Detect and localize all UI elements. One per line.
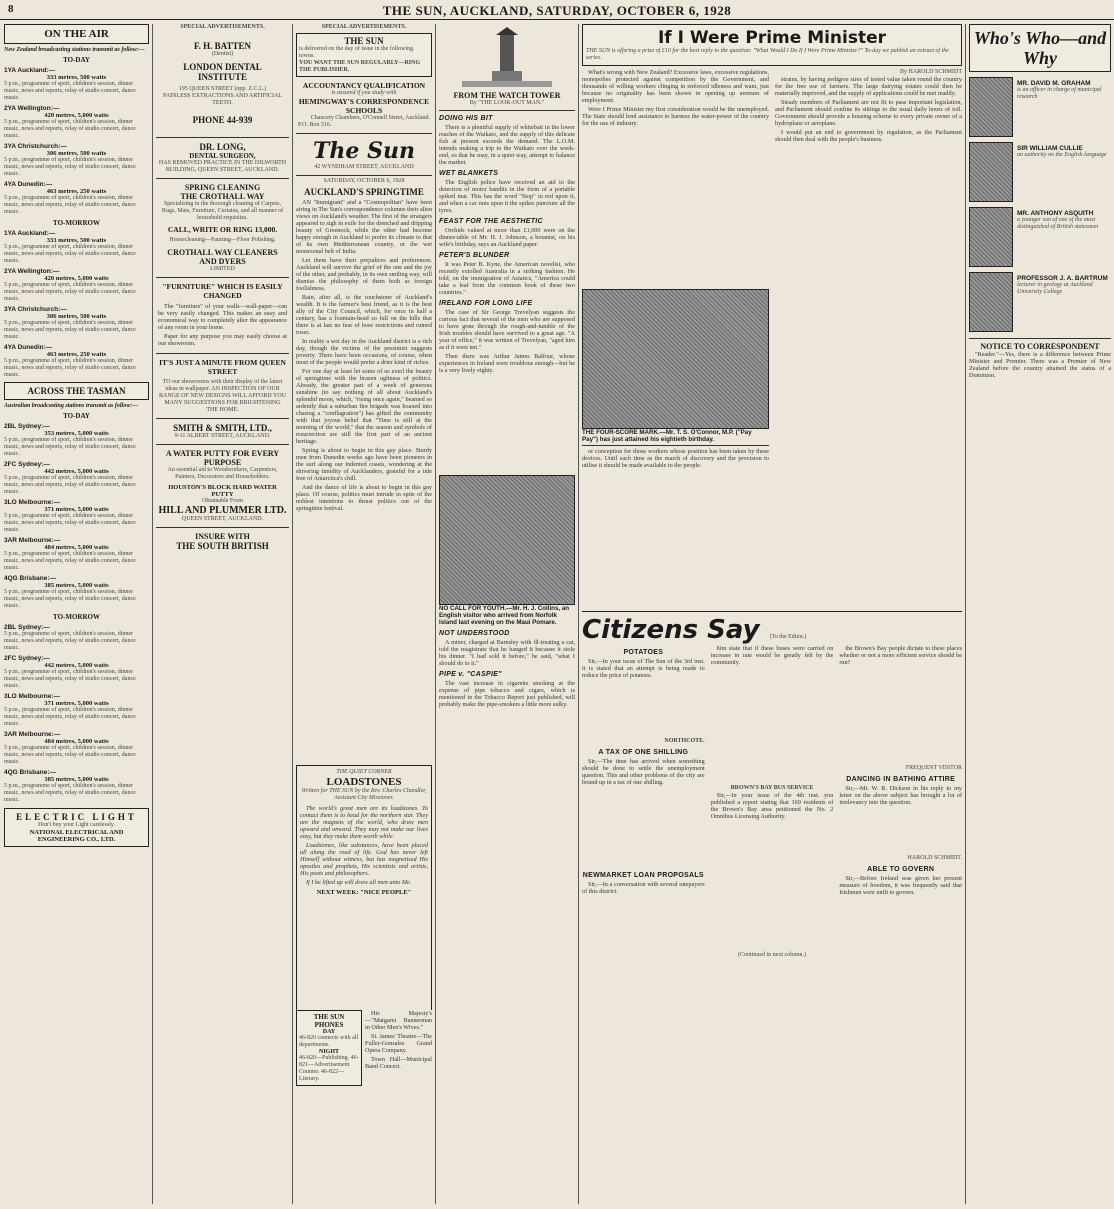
station-name: 2BL Sydney:— bbox=[4, 624, 50, 631]
station-name: 2FC Sydney:— bbox=[4, 461, 50, 468]
station-spec: 484 metres, 5,000 watts bbox=[44, 544, 109, 551]
batten-ad: F. H. BATTEN (Dentist) LONDON DENTAL INSTITUTE 195 QUEEN STREET (opp. Z.C.L.) PAINLESS EXTRACTIONS AND ARTIFICIAL TEETH. PHONE 44-939 bbox=[156, 31, 289, 138]
portrait-photo bbox=[969, 207, 1013, 267]
radio-intro: New Zealand broadcasting stations transmit as follow:— bbox=[4, 47, 145, 53]
whos-who-title: Who's Who—and Why bbox=[973, 28, 1107, 68]
col-prime-minister: If I Were Prime Minister THE SUN is offering a prize of £10 for the best reply to the question: "What Would I Do If I Were Prime Minister?" To-day we publish an extract of the series. What's wrong with New Zealand? Excessive laws, excessive regulations, monopolies protected against competition by the Government, and thousands of willing workers clinging in enforced idleness and want, just because no originality has been shown in opening up avenues of employment. Were I Prime Minister my first consideration would be the unemployed. The State should lend assistance to harness the water-power of the country for the use of industry. THE FOUR-SCORE MARK.—Mr. T. S. O'Connor, M.P. ("Pay Pay") has just attained his eightieth birthday. or conception for those workers whose position has been taken by these devices. Until such time as the march of discovery and the provision to utilise it should be made available to the people. By HAROLD SCHMIDT strains, by having pedigree sires of tested value taken round the country for the free use of farmers. The large dairying estates could then be materially improved, and the supply of applications could be met readily. Steady members of Parliament are not fit to pass important legislation, and Parliament should confine its sittings to the usual daily hours of toil. Government should provide a housing scheme to every private owner of a hydroplane or aeroplane. I would put an end to government by regulation, as the Parliament should then deal with the people's business. Citizens Say (To the Editor.) POTATOES Sir,—In your issue of The Sun of the 3rd inst. it is stated that an attempt is being made to reduce the price of potatoes. NORTHCOTE. A TAX OF ONE SHILLING Sir,—The time has arrived when something should be done to settle the unemployment question. This and other problems of the city are bound up in a tax of one shilling. NEWMARKET LOAN PROPOSALS Sir,—In a conversation with several ratepayers of this district. him state that if these buses were carried on increase in rate would be greatly felt by the community. BROWN'S BAY BUS SERVICE Sir,—In your issue of the 4th inst. you published a report stating that 160 residents of the Brown's Bay area petitioned the No. 2 Omnibus Licensing Authority. (Continued in next column.) the Brown's Bay people dictate to these places whether or not a more efficient service should be run? FREQUENT VISITOR DANCING IN BATHING ATTIRE Sir,—Mr. W. R. Dickson in his reply to my letter on the above subject has brought a lot of irrelevancy into the question. HAROLD SCHMIDT. ABLE TO GOVERN Sir,—Before Ireland was given her present measure of freedom, it was frequently said that Irishmen were unfit to govern. bbox=[582, 24, 962, 1204]
station-name: 4QG Brisbane:— bbox=[4, 769, 57, 776]
station-name: 1YA Auckland:— bbox=[4, 67, 56, 74]
on-the-air-heading: ON THE AIR bbox=[4, 24, 149, 44]
col-whos-who: Who's Who—and Why MR. DAVID M. GRAHAM is an officer in charge of municipal research SIR WILLIAM CULLIE an authority on the English language MR. ANTHONY ASQUITH a younger son of one of the most distinguished of British statesmen PROFESSOR J. A. BARTRUM lecturer in geology at Auckland University College NOTICE TO CORRESPONDENT "Reader."—Yes, there is a difference between Prime Minister and Premier. There was a Premier of New Zealand before the country attained the status of a Dominion. bbox=[969, 24, 1111, 1204]
station-name: 3AR Melbourne:— bbox=[4, 537, 61, 544]
station-spec: 333 metres, 500 watts bbox=[46, 74, 107, 81]
station-spec: 463 metres, 250 watts bbox=[46, 351, 107, 358]
whos-who-entry bbox=[969, 142, 1111, 202]
page-number: 8 bbox=[8, 3, 14, 15]
station-spec: 385 metres, 5,000 watts bbox=[44, 776, 109, 783]
station-name: 1YA Auckland:— bbox=[4, 230, 56, 237]
person-name: MR. ANTHONY ASQUITH bbox=[1017, 210, 1094, 217]
today-label: TO-DAY bbox=[63, 56, 90, 64]
station-name: 3YA Christchurch:— bbox=[4, 143, 67, 150]
station-block: 3LO Melbourne:— 371 metres, 5,000 watts 5 p.m., programme of sport, children's session, dinner music, news and reports, relay of studio concert, dance music. bbox=[4, 693, 149, 728]
station-spec: 385 metres, 5,000 watts bbox=[44, 582, 109, 589]
citizens-say-header: Citizens Say (To the Editor.) bbox=[582, 611, 962, 645]
long-ad: DR. LONG, DENTAL SURGEON, HAS REMOVED PRACTICE IN THE DILWORTH BUILDING, QUEEN STREET, AUCKLAND. bbox=[156, 138, 289, 179]
station-block: 3AR Melbourne:— 484 metres, 5,000 watts 5 p.m., programme of sport, children's session, dinner music, news and reports, relay of studio concert, dance music. bbox=[4, 537, 149, 572]
person-desc: lecturer in geology at Auckland University College bbox=[1017, 282, 1093, 295]
col-editorial: SPECIAL ADVERTISEMENTS. THE SUN is delivered on the day of issue in the following towns. YOU WANT THE SUN REGULARLY—RING THE PUBLISHER. ACCOUNTANCY QUALIFICATION is assured if you study with HEMINGWAY'S CORRESPONDENCE SCHOOLS Chancery Chambers, O'Connell Street, Auckland. P.O. Box 516. The Sun 42 WYNDHAM STREET, AUCKLAND SATURDAY, OCTOBER 6, 1928 AUCKLAND'S SPRINGTIME AN "Immigrant" and a "Cosmopolitan" have been airing in The Sun's correspondence columns their alien views on Auckland's weather. The first of the strangers appeared to sigh in exile for the drenched and dripping beauty of Greenock, while the other had become happy enough in Auckland to prefer its climate to that of its own Mediterranean country, or the wet monsoonal belt of India. Let them have their prejudices and preferences. Auckland will survive the grief of the one and the joy of the other, and probably, in its own smiling way, will dismiss the philosophy of them both as foreign foolishness. Rain, after all, is the touchstone of Auckland's wealth. It is the farmer's best friend, as it is the best ally of the City Council, which, for once in half a century, has a fountain-head so full on the hills that there is at last no fear of hose restrictions and ruined roses. In reality a wet day in the Auckland district is a rich day, though the victims of the pessimist suggests poverty. There have been occasions, of course, when most of the people would prefer a drier kind of riches. For one day at least let some of us extol the beauty of springtime with the brazen ugliness of politics. Already, the greater part of a week of generous sunshine (to say nothing of all about Auckland's splendid moon, which, "rising once again," beamed so ardently that a suburban fire brigade was hoaxed into chasing a "conflagration") has gifted the community with that joyous belief that "Time is still at the morning of the world," that the season and symbols of resurrection are still the first part of an ancient heritage. Spring is about to begin in this gay place. Sturdy men from Dunedin weeks ago have been pioneers in the surf along our indented coasts, wondering at the shivering timidity of Aucklanders, grateful for a tide free of Antarctica's chill. And the dance of life is about to begin in this gay place. Of course, politics must intrude in spite of the noblest intentions to thrust politics out of the springtime festival. THE QUIET CORNER LOADSTONES Written for THE SUN by the Rev. Charles Chandler, Assistant City Missioner. The world's great men are its loadstones. To contact them is to head for the northern star. They are the magnets of the world, who draw men upward and onward. They may not make our lives easy, but they make them worth while. Loadstones, like substances, have been placed all along the road of life. God has never left Himself without witness, but has magnetised His apostles and prophets, His scientists and artists, His poets and philosophers. If I be lifted up will draw all men unto Me. NEXT WEEK: "NICE PEOPLE" bbox=[296, 24, 432, 1204]
masthead-title: THE SUN, AUCKLAND, SATURDAY, OCTOBER 6, 1928 bbox=[382, 3, 732, 18]
station-spec: 420 metres, 5,000 watts bbox=[44, 275, 109, 282]
station-block: 3AR Melbourne:— 484 metres, 5,000 watts 5 p.m., programme of sport, children's session, dinner music, news and reports, relay of studio concert, dance music. bbox=[4, 731, 149, 766]
leader-title: AUCKLAND'S SPRINGTIME bbox=[304, 187, 424, 197]
station-spec: 371 metres, 5,000 watts bbox=[44, 700, 109, 707]
watch-tower-banner: FROM THE WATCH TOWER By "THE LOOK-OUT MAN." bbox=[439, 24, 575, 111]
person-name: MR. DAVID M. GRAHAM bbox=[1017, 80, 1091, 87]
tasman-heading: ACROSS THE TASMAN bbox=[4, 382, 149, 400]
station-block: 1YA Auckland:— 333 metres, 500 watts 5 p.m., programme of sport, children's session, dinner music, news and reports, relay of studio concert, dance music. bbox=[4, 230, 149, 265]
sun-delivery-box: THE SUN is delivered on the day of issue in the following towns. YOU WANT THE SUN REGULARLY—RING THE PUBLISHER. bbox=[296, 33, 432, 77]
col-watch-tower: FROM THE WATCH TOWER By "THE LOOK-OUT MAN." DOING HIS BIT There is a plentiful supply of whitebait in the lower reaches of the Waikato, and the supply of this delicate fish at present exceeds the demand. The L.O.M. intends making a trip to the Waikato over the week-end, so that he may, in a quiet way, attempt to balance the market. WET BLANKETS The English police have received an aid to the detection of motor bandits in the form of a portable spiked mat. This has the word "Stop" in red upon it, and when a car runs upon it the spikes puncture all the tyres. FEAST FOR THE AESTHETIC Orchids valued at more than £1,000 were on the dinner-table of Mr. H. J. Johnson, a botanist, on his wife's birthday, says an Auckland paper. PETER'S BLUNDER It was Peter B. Kyne, the American novelist, who recently extolled Australia in a striking fashion. He told, on the immigration of Asiatics, "America could take a leaf from the common book of these two countries." IRELAND FOR LONG LIFE The case of Sir George Trevelyan suggests the curious fact that several of the men who are supposed to have gone through the rough-and-tumble of the Irish troubles should have survived to a great age. "A year of office," it was written of Trevelyan, "aged him as if it were ten." Then there was Arthur James Balfour, whose experiences in Ireland were troublous enough—but he is a very lively eighty. NO CALL FOR YOUTH.—Mr. H. J. Collins, an English visitor who arrived from Norfolk Island last evening on the Maui Pomare. NOT UNDERSTOOD A miner, charged at Barnsley with ill-treating a cat, told the magistrate that he hanged it because it stole his dinner. "I had sold it before," he said, "what I should do to it." PIPE v. "CASPIE" The vast increase in cigarette smoking at the expense of pipe tobacco and cigars, which is mentioned in the Tobacco Report just published, will probably make the pipe-smokers a little more sulky. bbox=[439, 24, 575, 1204]
whos-who-entry bbox=[969, 272, 1111, 332]
smith-ad: SMITH & SMITH, LTD., 9-11 ALBERT STREET, AUCKLAND. bbox=[156, 419, 289, 445]
station-spec: 420 metres, 5,000 watts bbox=[44, 112, 109, 119]
masthead bbox=[0, 0, 1114, 20]
person-desc: an authority on the English language bbox=[1017, 152, 1107, 158]
station-block: 4YA Dunedin:— 463 metres, 250 watts 5 p.m., programme of sport, children's session, dinner music, news and reports, relay of studio concert, dance music. bbox=[4, 344, 149, 379]
person-name: SIR WILLIAM CULLIE bbox=[1017, 145, 1083, 152]
col2-label: SPECIAL ADVERTISEMENTS. bbox=[180, 24, 265, 30]
electric-ad: ELECTRIC LIGHT Don't buy your Light carelessly. NATIONAL ELECTRICAL AND ENGINEERING CO., LTD. bbox=[4, 808, 149, 847]
col-ads bbox=[156, 24, 289, 1204]
station-name: 2YA Wellington:— bbox=[4, 105, 60, 112]
station-spec: 306 metres, 500 watts bbox=[46, 150, 107, 157]
batten-phone: PHONE 44-939 bbox=[192, 115, 253, 125]
sun-logo-block: The Sun 42 WYNDHAM STREET, AUCKLAND bbox=[296, 134, 432, 176]
station-name: 3AR Melbourne:— bbox=[4, 731, 61, 738]
citizens-say-title: Citizens Say bbox=[582, 615, 760, 645]
notice-heading: NOTICE TO CORRESPONDENT bbox=[969, 338, 1111, 351]
station-block: 3YA Christchurch:— 306 metres, 500 watts 5 p.m., programme of sport, children's session, dinner music, news and reports, relay of studio concert, dance music. bbox=[4, 306, 149, 341]
station-spec: 442 metres, 5,000 watts bbox=[44, 468, 109, 475]
station-name: 4YA Dunedin:— bbox=[4, 181, 53, 188]
station-block: 2BL Sydney:— 353 metres, 5,000 watts 5 p.m., programme of sport, children's session, dinner music, news and reports, relay of studio concert, dance music. bbox=[4, 423, 149, 458]
portrait-photo bbox=[969, 272, 1013, 332]
station-spec: 306 metres, 500 watts bbox=[46, 313, 107, 320]
station-name: 2YA Wellington:— bbox=[4, 268, 60, 275]
whos-who-entry bbox=[969, 207, 1111, 267]
insure-ad: INSURE WITH THE SOUTH BRITISH bbox=[176, 532, 269, 551]
station-spec: 463 metres, 250 watts bbox=[46, 188, 107, 195]
person-desc: a younger son of one of the most distinguished of British statesmen bbox=[1017, 217, 1099, 230]
prime-minister-title: If I Were Prime Minister bbox=[657, 28, 887, 48]
portrait-photo bbox=[969, 142, 1013, 202]
station-block: 3YA Christchurch:— 306 metres, 500 watts 5 p.m., programme of sport, children's session, dinner music, news and reports, relay of studio concert, dance music. bbox=[4, 143, 149, 178]
station-block: 2YA Wellington:— 420 metres, 5,000 watts 5 p.m., programme of sport, children's session, dinner music, news and reports, relay of studio concert, dance music. bbox=[4, 105, 149, 140]
station-name: 3LO Melbourne:— bbox=[4, 499, 60, 506]
station-block: 2BL Sydney:— 5 p.m., programme of sport, children's session, dinner music, news and reports, relay of studio concert, dance music. bbox=[4, 624, 149, 652]
person-desc: is an officer in charge of municipal research bbox=[1017, 87, 1102, 100]
whos-who-header bbox=[969, 24, 1111, 72]
tomorrow-label: TO-MORROW bbox=[53, 219, 100, 227]
loadstones-title: LOADSTONES bbox=[326, 776, 402, 788]
furniture-ad: "FURNITURE" WHICH IS EASILY CHANGED The "furniture" of your walls—wall-paper—can be very easily changed. This makes an easy and economical way to completely alter the appearance of any room in your home. Paper for any purpose you may easily choose at our showroom. bbox=[156, 278, 289, 354]
station-name: 4YA Dunedin:— bbox=[4, 344, 53, 351]
accountancy-ad: ACCOUNTANCY QUALIFICATION is assured if you study with HEMINGWAY'S CORRESPONDENCE SCHOOLS Chancery Chambers, O'Connell Street, Auckland. P.O. Box 516. bbox=[296, 77, 432, 134]
portrait-photo bbox=[969, 77, 1013, 137]
prime-minister-header: If I Were Prime Minister THE SUN is offering a prize of £10 for the best reply to the question: "What Would I Do If I Were Prime Minister?" To-day we publish an extract of the series. bbox=[582, 24, 962, 66]
tasman-intro: Australian broadcasting stations transmit as follow:— bbox=[4, 403, 139, 409]
youth-photo bbox=[439, 475, 575, 605]
putty-ad: A WATER PUTTY FOR EVERY PURPOSE An essential aid to Woodworkers, Carpenters, Painters, Decorators and Householders. HOUSTON'S BLOCK HARD WATER PUTTY Obtainable From HILL AND PLUMMER LTD. QUEEN STREET, AUCKLAND. bbox=[156, 445, 289, 528]
station-block: 1YA Auckland:— 333 metres, 500 watts 5 p.m., programme of sport, children's session, dinner music, news and reports, relay of studio concert, dance music. bbox=[4, 67, 149, 102]
station-block: 4YA Dunedin:— 463 metres, 250 watts 5 p.m., programme of sport, children's session, dinner music, news and reports, relay of studio concert, dance music. bbox=[4, 181, 149, 216]
col-phones: THE SUN PHONES DAY 46-820 connects with all departments. NIGHT 46-820—Publishing. 46-821—Advertisement Counter. 46-822—Literary. His Majesty's—"Margaret Bannerman in Other Men's Wives." St. James' Theatre—The Fuller-Gonsales Grand Opera Company. Town Hall—Municipal Band Concert. bbox=[296, 1010, 432, 1200]
station-block: 2FC Sydney:— 442 metres, 5,000 watts 5 p.m., programme of sport, children's session, dinner music, news and reports, relay of studio concert, dance music. bbox=[4, 461, 149, 496]
sun-phones-box: THE SUN PHONES DAY 46-820 connects with all departments. NIGHT 46-820—Publishing. 46-821—Advertisement Counter. 46-822—Literary. bbox=[296, 1010, 362, 1086]
oconnor-photo bbox=[582, 289, 769, 429]
queen-st-ad: IT'S JUST A MINUTE FROM QUEEN STREET TO our showrooms with their display of the latest ideas in wallpaper. AN INSPECTION OF OUR RANGE OF NEW DESIGNS WILL AFFORD YOU MANY SUGGESTIONS FOR BRIGHTENING THE HOME. bbox=[156, 354, 289, 419]
station-spec: 333 metres, 500 watts bbox=[46, 237, 107, 244]
electric-ad-title: ELECTRIC LIGHT bbox=[16, 812, 137, 822]
station-block: 2FC Sydney:— 442 metres, 5,000 watts 5 p.m., programme of sport, children's session, dinner music, news and reports, relay of studio concert, dance music. bbox=[4, 655, 149, 690]
crothall-ad: SPRING CLEANING THE CROTHALL WAY Specialising in the thorough cleaning of Carpets, Rugs, Mats, Furniture, Curtains, and all manner of household requisites. CALL, WRITE OR RING 13,000. Housecleaning—Painting—Floor Polishing. CROTHALL WAY CLEANERS AND DYERS LIMITED bbox=[156, 179, 289, 278]
station-name: 2BL Sydney:— bbox=[4, 423, 50, 430]
youth-caption: NO CALL FOR YOUTH.—Mr. H. J. Collins, an English visitor who arrived from Norfolk Island last evening on the Maui Pomare. bbox=[439, 605, 570, 626]
station-name: 4QG Brisbane:— bbox=[4, 575, 57, 582]
watch-tower-icon bbox=[462, 27, 552, 87]
col-on-the-air: ON THE AIR New Zealand broadcasting stations transmit as follow:— TO-DAY 1YA Auckland:— 333 metres, 500 watts 5 p.m., programme of sport, children's session, dinner music, news and reports, relay of studio concert, dance music. 2YA Wellington:— 420 metres, 5,000 watts 5 p.m., programme of sport, children's session, dinner music, news and reports, relay of studio concert, dance music. 3YA Christchurch:— 306 metres, 500 watts 5 p.m., programme of sport, children's session, dinner music, news and reports, relay of studio concert, dance music. 4YA Dunedin:— 463 metres, 250 watts 5 p.m., programme of sport, children's session, dinner music, news and reports, relay of studio concert, dance music. TO-MORROW 1YA Auckland:— 333 metres, 500 watts 5 p.m., programme of sport, children's session, dinner music, news and reports, relay of studio concert, dance music. 2YA Wellington:— 420 metres, 5,000 watts 5 p.m., programme of sport, children's session, dinner music, news and reports, relay of studio concert, dance music. 3YA Christchurch:— 306 metres, 500 watts 5 p.m., programme of sport, children's session, dinner music, news and reports, relay of studio concert, dance music. 4YA Dunedin:— 463 metres, 250 watts 5 p.m., programme of sport, children's session, dinner music, news and reports, relay of studio concert, dance music. ACROSS THE TASMAN Australian broadcasting stations transmit as follow:— TO-DAY 2BL Sydney:— 353 metres, 5,000 watts 5 p.m., programme of sport, children's session, dinner music, news and reports, relay of studio concert, dance music. 2FC Sydney:— 442 metres, 5,000 watts 5 p.m., programme of sport, children's session, dinner music, news and reports, relay of studio concert, dance music. 3LO Melbourne:— 371 metres, 5,000 watts 5 p.m., programme of sport, children's session, dinner music, news and reports, relay of studio concert, dance music. 3AR Melbourne:— 484 metres, 5,000 watts 5 p.m., programme of sport, children's session, dinner music, news and reports, relay of studio concert, dance music. 4QG Brisbane:— 385 metres, 5,000 watts 5 p.m., programme of sport, children's session, dinner music, news and reports, relay of studio concert, dance music. TO-MORROW 2BL Sydney:— 5 p.m., programme of sport, children's session, dinner music, news and reports, relay of studio concert, dance music. 2FC Sydney:— 442 metres, 5,000 watts 5 p.m., programme of sport, children's session, dinner music, news and reports, relay of studio concert, dance music. 3LO Melbourne:— 371 metres, 5,000 watts 5 p.m., programme of sport, children's session, dinner music, news and reports, relay of studio concert, dance music. 3AR Melbourne:— 484 metres, 5,000 watts 5 p.m., programme of sport, children's session, dinner music, news and reports, relay of studio concert, dance music. 4QG Brisbane:— 385 metres, 5,000 watts 5 p.m., programme of sport, children's session, dinner music, news and reports, relay of studio concert, dance music. ELECTRIC LIGHT Don't buy your Light carelessly. NATIONAL ELECTRICAL AND ENGINEERING CO., LTD. bbox=[4, 24, 149, 1204]
sun-logo: The Sun bbox=[313, 138, 415, 164]
station-block: 4QG Brisbane:— 385 metres, 5,000 watts 5 p.m., programme of sport, children's session, dinner music, news and reports, relay of studio concert, dance music. bbox=[4, 575, 149, 610]
station-block: 2YA Wellington:— 420 metres, 5,000 watts 5 p.m., programme of sport, children's session, dinner music, news and reports, relay of studio concert, dance music. bbox=[4, 268, 149, 303]
whos-who-entry bbox=[969, 77, 1111, 137]
station-block: 4QG Brisbane:— 385 metres, 5,000 watts 5 p.m., programme of sport, children's session, dinner music, news and reports, relay of studio concert, dance music. bbox=[4, 769, 149, 804]
station-spec: 442 metres, 5,000 watts bbox=[44, 662, 109, 669]
station-name: 2FC Sydney:— bbox=[4, 655, 50, 662]
station-spec: 353 metres, 5,000 watts bbox=[44, 430, 109, 437]
quiet-corner: THE QUIET CORNER LOADSTONES Written for THE SUN by the Rev. Charles Chandler, Assistant City Missioner. The world's great men are its loadstones. To contact them is to head for the northern star. They are the magnets of the world, who draw men upward and onward. They may not make our lives easy, but they make them worth while. Loadstones, like substances, have been placed all along the road of life. God has never left Himself without witness, but has magnetised His apostles and prophets, His scientists and artists, His poets and philosophers. If I be lifted up will draw all men unto Me. NEXT WEEK: "NICE PEOPLE" bbox=[296, 765, 432, 1085]
person-name: PROFESSOR J. A. BARTRUM bbox=[1017, 275, 1108, 282]
station-spec: 484 metres, 5,000 watts bbox=[44, 738, 109, 745]
station-block: 3LO Melbourne:— 371 metres, 5,000 watts 5 p.m., programme of sport, children's session, dinner music, news and reports, relay of studio concert, dance music. bbox=[4, 499, 149, 534]
station-name: 3YA Christchurch:— bbox=[4, 306, 67, 313]
station-name: 3LO Melbourne:— bbox=[4, 693, 60, 700]
electric-ad-firm: NATIONAL ELECTRICAL AND ENGINEERING CO., LTD. bbox=[29, 829, 124, 843]
station-spec: 371 metres, 5,000 watts bbox=[44, 506, 109, 513]
